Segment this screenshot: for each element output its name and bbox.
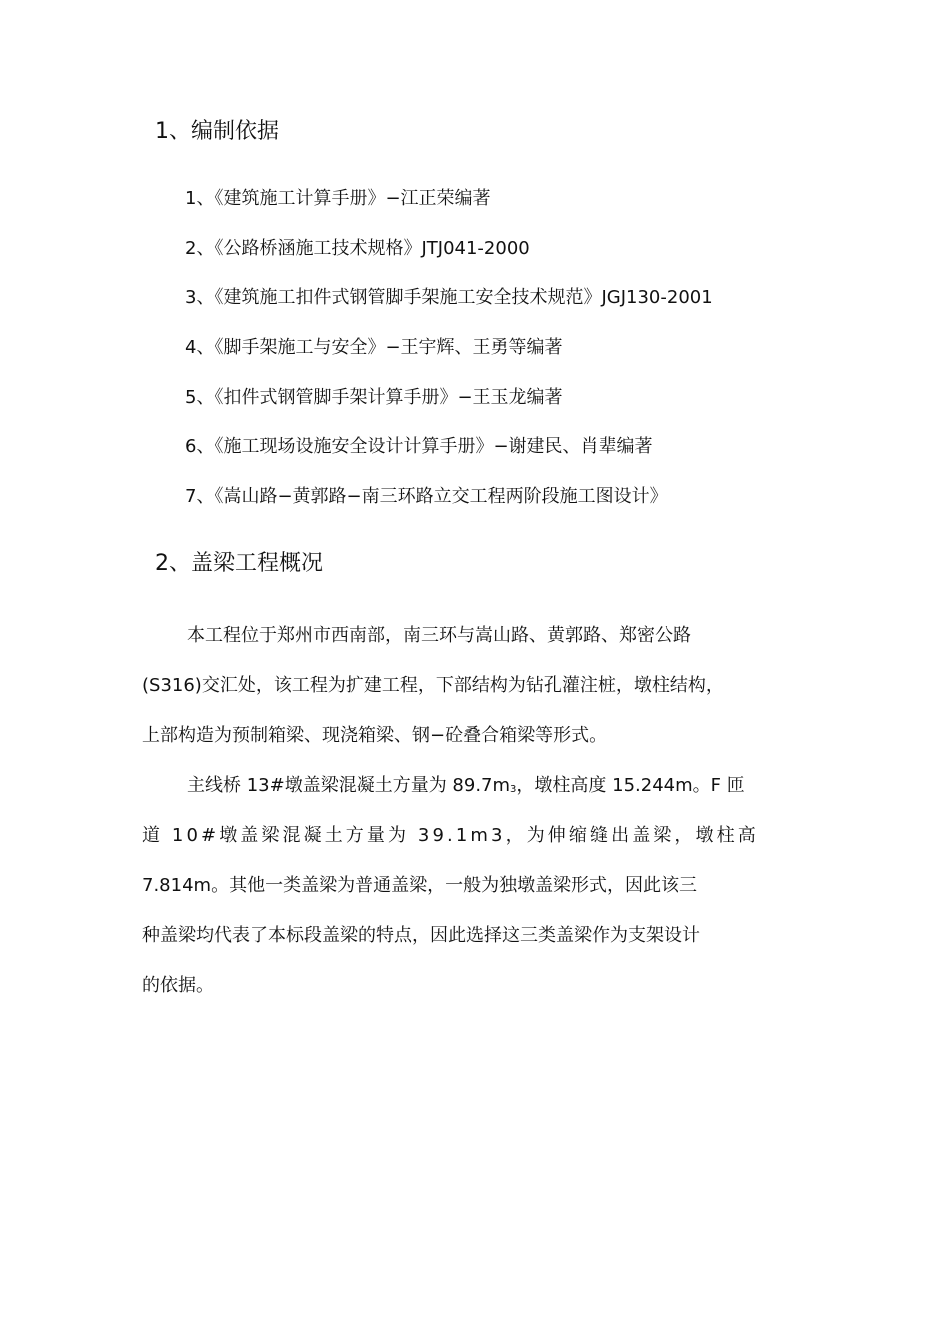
paragraph-line: 道 10#墩盖梁混凝土方量为 39.1m3，为伸缩缝出盖梁，墩柱高 — [142, 825, 759, 846]
section-2-heading: 2、盖梁工程概况 — [155, 551, 323, 576]
paragraph-text: ，墩柱高度 15.244m。F 匝 — [516, 775, 745, 796]
section-1-heading: 1、编制依据 — [155, 119, 279, 144]
reference-list — [185, 184, 713, 532]
paragraph-line: 的依据。 — [142, 975, 214, 996]
paragraph-line: 7.814m。其他一类盖梁为普通盖梁，一般为独墩盖梁形式，因此该三 — [142, 875, 698, 896]
paragraph-line: (S316)交汇处，该工程为扩建工程，下部结构为钻孔灌注桩，墩柱结构， — [142, 675, 724, 696]
paragraph-line — [142, 761, 810, 811]
paragraph-line: 本工程位于郑州市西南部，南三环与嵩山路、黄郭路、郑密公路 — [187, 625, 691, 646]
paragraph-text: 主线桥 13#墩盖梁混凝土方量为 89.7m — [187, 775, 511, 796]
reference-item: 7、《嵩山路−黄郭路−南三环路立交工程两阶段施工图设计》 — [185, 486, 668, 508]
reference-item: 6、《施工现场设施安全设计计算手册》−谢建民、肖辈编著 — [185, 436, 653, 458]
reference-item: 5、《扣件式钢管脚手架计算手册》−王玉龙编著 — [185, 386, 563, 408]
reference-item: 4、《脚手架施工与安全》−王宇辉、王勇等编著 — [185, 337, 563, 359]
overview-paragraph-2 — [142, 761, 810, 1011]
subscript-unit: 3 — [510, 784, 517, 795]
overview-paragraph-1 — [142, 611, 810, 761]
paragraph-line: 种盖梁均代表了本标段盖梁的特点，因此选择这三类盖梁作为支架设计 — [142, 925, 700, 946]
reference-item: 1、《建筑施工计算手册》−江正荣编著 — [185, 188, 491, 209]
paragraph-line: 上部构造为预制箱梁、现浇箱梁、钢−砼叠合箱梁等形式。 — [142, 725, 608, 746]
reference-item: 2、《公路桥涵施工技术规格》JTJ041-2000 — [185, 237, 530, 259]
reference-item: 3、《建筑施工扣件式钢管脚手架施工安全技术规范》JGJ130-2001 — [185, 287, 713, 309]
